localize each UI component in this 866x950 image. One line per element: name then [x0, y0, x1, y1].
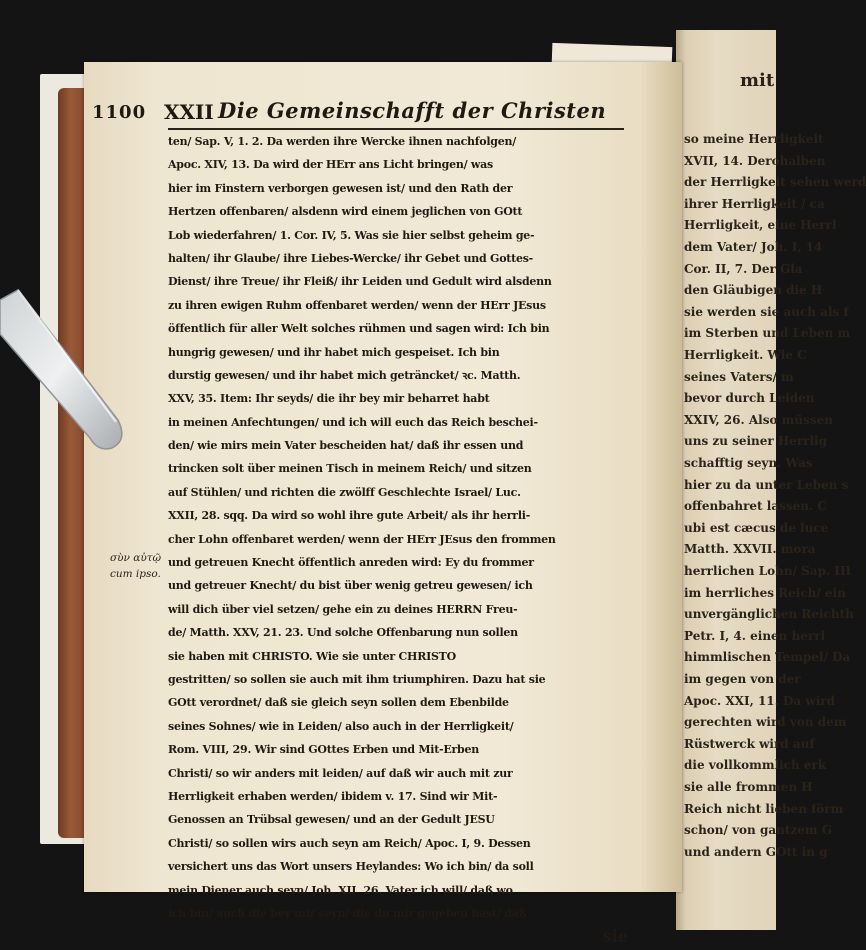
facing-page-line: die vollkommlich erk	[684, 758, 827, 773]
page-number: 1100	[92, 102, 147, 123]
text-line: Dienst/ ihre Treue/ ihr Fleiß/ ihr Leiden und Gedult wird alsdenn	[168, 275, 552, 289]
text-line: GOtt verordnet/ daß sie gleich seyn sollen dem Ebenbilde	[168, 696, 509, 710]
facing-page-line: und andern GOtt in g	[684, 844, 828, 859]
facing-page-line: uns zu seiner Herrlig	[684, 434, 828, 449]
facing-page-line: XXIV, 26. Also müssen	[684, 412, 833, 427]
text-line: in meinen Anfechtungen/ und ich will euch das Reich beschei-	[168, 415, 538, 429]
text-line: Christi/ so sollen wirs auch seyn am Reich/ Apoc. I, 9. Dessen	[168, 836, 531, 850]
text-line: Apoc. XIV, 13. Da wird der HErr ans Licht bringen/ was	[168, 158, 493, 172]
text-line: versichert uns das Wort unsers Heylandes: Wo ich bin/ da soll	[168, 860, 534, 874]
text-line: und getreuer Knecht/ du bist über wenig getreu gewesen/ ich	[168, 579, 533, 593]
text-line: Lob wiederfahren/ 1. Cor. IV, 5. Was sie hier selbst geheim ge-	[168, 228, 535, 242]
text-line: ich bin/ auch die bey mir seyn/ die du mir gegeben hast/ daß	[168, 906, 527, 920]
body-text	[168, 130, 628, 949]
facing-page-line: XVII, 14. Derohalben	[684, 153, 826, 168]
text-line: XXII, 28. sqq. Da wird so wohl ihre gute Arbeit/ als ihr herrli-	[168, 509, 531, 523]
facing-page-line: ihrer Herrligkeit / ca	[684, 196, 825, 211]
running-head	[92, 96, 632, 126]
facing-page-line: unvergänglichen Reichth	[684, 607, 854, 622]
facing-page-line: gerechten wird von dem	[684, 715, 847, 730]
facing-page-line: dem Vater/ Joh. I, 14	[684, 240, 823, 254]
facing-page-line: herrlichen Lohn/ Sap. III	[684, 564, 852, 578]
facing-page-line: sie alle frommen H	[684, 780, 813, 794]
text-line: seines Sohnes/ wie in Leiden/ also auch in der Herrligkeit/	[168, 719, 514, 733]
marginal-note-latin: cum ipso.	[110, 568, 161, 580]
text-line: Rom. VIII, 29. Wir sind GOttes Erben und Mit-Erben	[168, 743, 479, 757]
letter-opener-icon	[0, 270, 140, 480]
facing-page-line: bevor durch Leiden	[684, 391, 815, 406]
facing-page-line: sie werden sie auch als f	[684, 304, 849, 319]
facing-page-line: Herrligkeit. Wie C	[684, 348, 807, 362]
facing-page-line: offenbahret lassen. C	[684, 499, 827, 514]
facing-page-line: im Sterben und Leben m	[684, 326, 851, 341]
facing-page-line: im gegen von der	[684, 672, 801, 686]
text-line: öffentlich für aller Welt solches rühmen und sagen wird: Ich bin	[168, 322, 550, 336]
text-line: trincken solt über meinen Tisch in meinem Reich/ und sitzen	[168, 462, 532, 476]
text-line: de/ Matth. XXV, 21. 23. Und solche Offenbarung nun sollen	[168, 626, 518, 640]
facing-page-line: hier zu da unter Leben s	[684, 477, 849, 492]
text-line: gestritten/ so sollen sie auch mit ihm triumphiren. Dazu hat sie	[168, 672, 546, 686]
text-line: hier im Finstern verborgen gewesen ist/ und den Rath der	[168, 181, 513, 195]
facing-page-line: Matth. XXVII. mora	[684, 542, 816, 557]
chapter-number: XXII	[164, 100, 214, 124]
text-line: cher Lohn offenbaret werden/ wenn der HErr JEsus den frommen	[168, 532, 556, 546]
facing-page-line: ubi est cæcus de luce	[684, 520, 829, 535]
chapter-title: Die Gemeinschafft der Christen	[218, 98, 607, 123]
facing-page-line: Herrligkeit, eine Herrl	[684, 218, 837, 233]
text-line: durstig gewesen/ und ihr habet mich geträncket/ ꝛc. Matth.	[168, 368, 521, 382]
text-line: XXV, 35. Item: Ihr seyds/ die ihr bey mir beharret habt	[168, 392, 490, 406]
text-line: und getreuen Knecht öffentlich anreden wird: Ey du frommer	[168, 556, 534, 570]
facing-page-head: mit	[740, 70, 775, 91]
facing-page-line: schon/ von gantzem G	[684, 823, 832, 838]
facing-page-line: schafftig seyn. Was	[684, 456, 813, 470]
facing-page-line: himmlischen Tempel/ Da	[684, 650, 851, 665]
text-line: Genossen an Trübsal gewesen/ und an der Gedult JESU	[168, 813, 495, 827]
text-line: auf Stühlen/ und richten die zwölff Geschlechte Israel/ Luc.	[168, 485, 521, 499]
text-line: Hertzen offenbaren/ alsdenn wird einem jeglichen von GOtt	[168, 205, 523, 219]
text-line: Herrligkeit erhaben werden/ ibidem v. 17. Sind wir Mit-	[168, 789, 498, 803]
facing-page-line: der Herrligkeit sehen werd	[684, 175, 866, 190]
text-line: halten/ ihr Glaube/ ihre Liebes-Wercke/ ihr Gebet und Gottes-	[168, 251, 533, 265]
facing-page-line: Rüstwerck wird auf	[684, 736, 815, 751]
facing-page-line: Reich nicht lieben förm	[684, 801, 844, 816]
text-line: sie haben mit CHRISTO. Wie sie unter CHRISTO	[168, 649, 456, 663]
facing-page-line: Cor. II, 7. Der Gla	[684, 261, 803, 276]
facing-page	[676, 30, 866, 930]
text-line: den/ wie mirs mein Vater bescheiden hat/ daß ihr essen und	[168, 439, 524, 453]
facing-page-line: Apoc. XXI, 11. Da wird	[684, 693, 835, 708]
text-line: zu ihren ewigen Ruhm offenbaret werden/ wenn der HErr JEsus	[168, 298, 546, 312]
facing-page-line: Petr. I, 4. einen herrl	[684, 628, 826, 643]
text-line: will dich über viel setzen/ gehe ein zu deines HERRN Freu-	[168, 602, 518, 616]
text-line: hungrig gewesen/ und ihr habet mich gespeiset. Ich bin	[168, 345, 500, 359]
text-line: Christi/ so wir anders mit leiden/ auf daß wir auch mit zur	[168, 766, 513, 780]
text-line: ten/ Sap. V, 1. 2. Da werden ihre Wercke ihnen nachfolgen/	[168, 135, 516, 148]
facing-page-line: so meine Herrligkeit	[684, 132, 824, 146]
facing-page-line: im herrliches Reich/ ein	[684, 585, 846, 600]
text-line: mein Diener auch seyn/ Joh. XII, 26. Vater ich will/ daß wo	[168, 883, 513, 897]
facing-page-line: den Gläubigen die H	[684, 283, 823, 298]
marginal-note-greek: σὺν αὐτῷ	[110, 552, 162, 564]
catchword: sie	[602, 927, 628, 947]
facing-page-line: seines Vaters/ m	[684, 369, 794, 384]
marginal-note	[110, 550, 170, 582]
